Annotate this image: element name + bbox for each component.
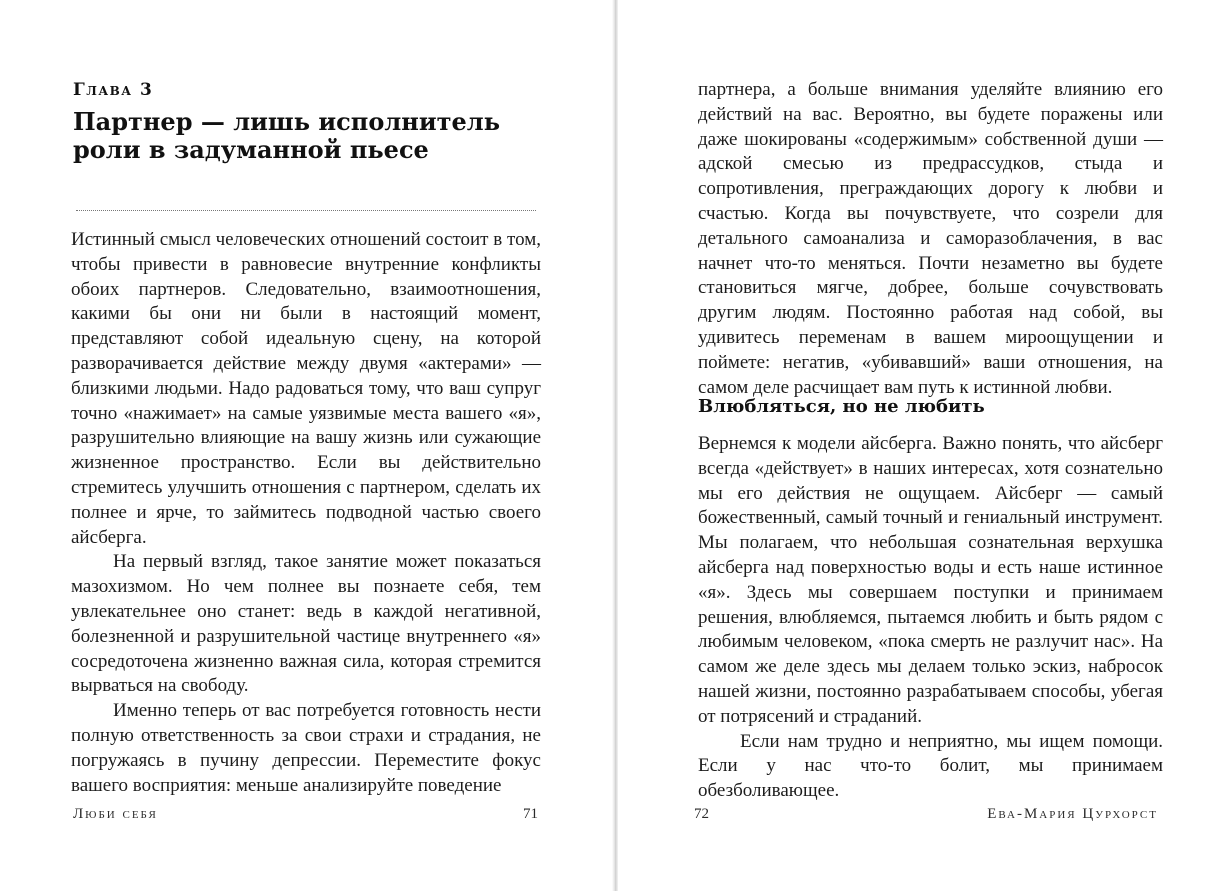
dotted-divider	[76, 210, 536, 211]
chapter-label: Глава 3	[73, 80, 154, 100]
paragraph: партнера, а больше внимания уделяйте влиянию его действий на вас. Вероятно, вы будете поражены или даже шокированы «содержимым» собственной души — адской смесью из предрассудков, стыда и сопротивления, преграждающих дорогу к любви и счастью. Когда вы почувствуете, что созрели для детального самоанализа и саморазоблачения, в вас начнет что-то меняться. Почти незаметно вы будете становиться мягче, добрее, больше сочувствовать другим людям. Постоянно работая над собой, вы удивитесь переменам в вашем мироощущении и поймете: негатив, «убивавший» ваши отношения, на самом деле расчищает вам путь к истинной любви.	[698, 79, 1163, 398]
book-gutter	[612, 0, 618, 891]
section-heading: Влюбляться, но не любить	[698, 396, 985, 417]
running-footer-author: Ева-Мария Цурхорст	[987, 806, 1158, 822]
left-page-body	[71, 228, 541, 798]
paragraph: Вернемся к модели айсберга. Важно понять, что айсберг всегда «действует» в наших интересах, хотя сознательно мы его действия не ощущаем. Айсберг — самый божественный, самый точный и гениальный инструмент. Мы полагаем, что небольшая сознательная верхушка айсберга над поверхностью воды и есть наше истинное «я». Здесь мы совершаем поступки и принимаем решения, влюбляемся, пытаемся любить и быть рядом с любимым человеком, «пока смерть не разлучит нас». На самом же деле здесь мы делаем только эскиз, набросок нашей жизни, постоянно разрабатываем способы, убегая от потрясений и страданий.	[698, 433, 1163, 727]
right-page-body-top	[698, 78, 1163, 400]
paragraph: Истинный смысл человеческих отношений состоит в том, чтобы привести в равновесие внутренние конфликты обоих партнеров. Следовательно, взаимоотношения, какими бы они ни были в настоящий момент, представляют собой идеальную сцену, на которой разворачивается действие между двумя «актерами» — близкими людьми. Надо радоваться тому, что ваш супруг точно «нажимает» на самые уязвимые места вашего «я», разрушительно влияющие на вашу жизнь или сужающие жизненное пространство. Если вы действительно стремитесь улучшить отношения с партнером, сделать их полнее и ярче, то займитесь подводной частью своего айсберга.	[71, 229, 541, 548]
paragraph: На первый взгляд, такое занятие может показаться мазохизмом. Но чем полнее вы познаете себя, тем увлекательнее оно станет: ведь в каждой негативной, болезненной и разрушительной частице внутреннего «я» сосредоточена жизненно важная сила, которая стремится вырваться на свободу.	[71, 551, 541, 697]
running-footer-book-title: Люби себя	[73, 806, 158, 822]
left-page	[0, 0, 614, 891]
page-number: 71	[523, 806, 538, 822]
paragraph: Именно теперь от вас потребуется готовность нести полную ответственность за свои страхи и страдания, не погружаясь в пучину депрессии. Переместите фокус вашего восприятия: меньше анализируйте поведение	[71, 700, 541, 796]
right-page-body-bottom	[698, 432, 1163, 804]
paragraph: Если нам трудно и неприятно, мы ищем помощи. Если у нас что-то болит, мы принимаем обезболивающее.	[698, 730, 1163, 802]
chapter-title: Партнер — лишь исполнитель роли в задуманной пьесе	[73, 107, 500, 164]
page-number: 72	[694, 806, 709, 822]
